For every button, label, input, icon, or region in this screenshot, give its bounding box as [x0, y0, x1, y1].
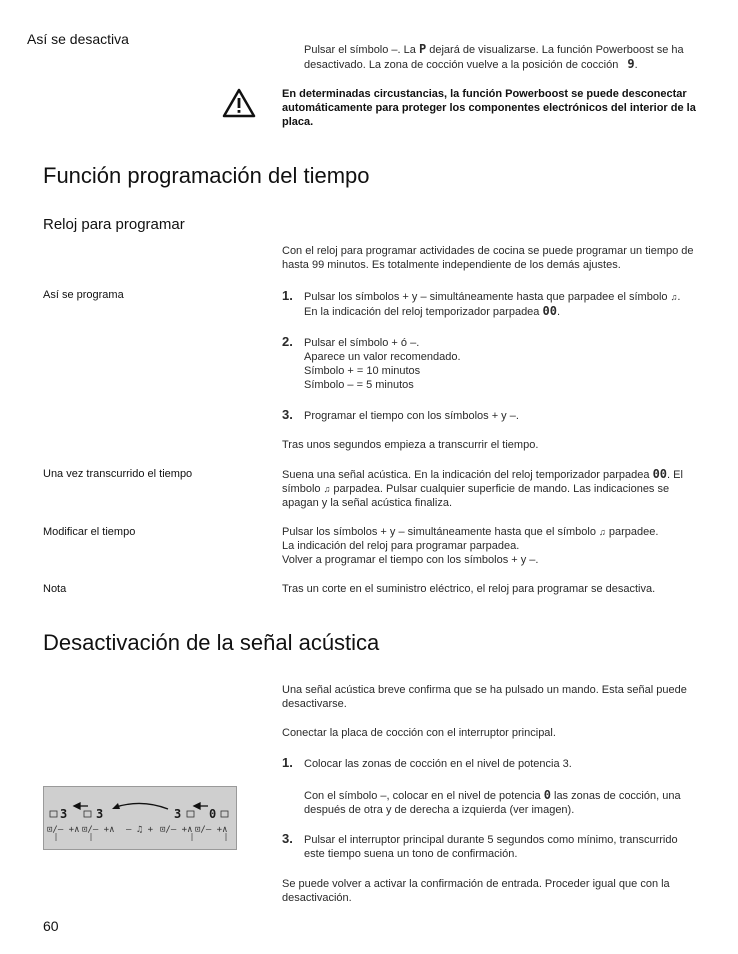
transcurrido-line2b: parpadea. Pulsar cualquier superficie de mando. Las indicaciones se [333, 483, 670, 495]
arrow-left-1 [74, 803, 88, 809]
step1-line1: Pulsar los símbolos + y – simultáneamente hasta que parpadee el símbolo [304, 291, 668, 303]
transcurrido-line2a: símbolo [282, 483, 321, 495]
modificar-line3: Volver a programar el tiempo con los símbolos + y –. [282, 554, 539, 566]
senal-outro: Se puede volver a activar la confirmación de entrada. Proceder igual que con la desactivación. [282, 878, 670, 904]
subsection-title-desactiva: Así se desactiva [27, 31, 129, 47]
powerboost-symbol: P [418, 42, 427, 56]
connect-text: Conectar la placa de cocción con el interruptor principal. [282, 727, 556, 739]
modificar-line2: La indicación del reloj para programar parpadea. [282, 540, 520, 552]
nota-text: Tras un corte en el suministro eléctrico, el reloj para programar se desactiva. [282, 583, 656, 595]
zone-display-4: 0 [209, 807, 217, 821]
zone-display-1: 3 [60, 807, 68, 821]
desactiva-line1: Pulsar el símbolo –. La [304, 44, 416, 56]
zone-control-3: ⊡/– +∧ [160, 825, 193, 835]
zone-display-3: 3 [174, 807, 182, 821]
step-number: 1. [282, 288, 293, 303]
section-title-senal-acustica: Desactivación de la señal acústica [43, 630, 380, 655]
step2-line1: Pulsar el símbolo + ó –. [304, 337, 420, 349]
transcurrido-line1-end: . El [667, 469, 683, 481]
step-number: 3. [282, 407, 293, 422]
label-nota: Nota [43, 583, 67, 595]
step-number: 3. [282, 831, 293, 846]
step3-line1: Programar el tiempo con los símbolos + y –. [304, 410, 519, 422]
timer-display-00: 00 [652, 467, 668, 481]
senal-step2-line2: después de otra y de derecha a izquierda (ver imagen). [304, 804, 575, 816]
step1-line2-end: . [556, 306, 560, 318]
reloj-intro: Con el reloj para programar actividades de cocina se puede programar un tiempo de hasta 99 minutos. Es totalmente independiente de los demás ajustes. [282, 245, 694, 271]
label-modificar: Modificar el tiempo [43, 526, 136, 538]
transcurrido-line3: apagan y la señal acústica finaliza. [282, 497, 452, 509]
warning-text: En determinadas circustancias, la función Powerboost se puede desconectar automáticamente para proteger los componentes electrónicos del interior de la placa. [282, 88, 696, 128]
desactiva-line1b: dejará de visualizarse. La función Powerboost se ha [429, 44, 684, 56]
bell-icon: ♫ [670, 292, 678, 302]
label-transcurrido: Una vez transcurrido el tiempo [43, 468, 193, 480]
transcurrido-paragraph [282, 467, 712, 510]
bell-icon: ♫ [323, 484, 331, 494]
modificar-line1b: parpadee. [608, 526, 659, 538]
senal-step3-line2: este tiempo suena un tono de confirmación. [304, 848, 518, 860]
desactiva-line2: desactivado. La zona de cocción vuelve a la posición de cocción [304, 59, 619, 71]
modificar-line1a: Pulsar los símbolos + y – simultáneamente hasta que el símbolo [282, 526, 596, 538]
label-asi-se-programa: Así se programa [43, 289, 124, 301]
step1-line1-end: . [677, 291, 681, 303]
step2-line4: Símbolo – = 5 minutos [304, 379, 414, 391]
timer-display-00: 00 [542, 304, 557, 318]
warning-icon [222, 88, 256, 118]
arrow-curved [116, 803, 168, 809]
step2-line3: Símbolo + = 10 minutos [304, 365, 421, 377]
transcurrido-line1: Suena una señal acústica. En la indicación del reloj temporizador parpadea [282, 469, 650, 481]
step-number: 2. [282, 334, 293, 349]
senal-step-2 [304, 788, 718, 817]
page-number: 60 [43, 918, 59, 934]
desactiva-paragraph [304, 42, 724, 72]
timer-control: – ♫ + [126, 825, 154, 835]
control-panel-illustration [43, 786, 237, 850]
senal-step1-text: Colocar las zonas de cocción en el nivel de potencia 3. [304, 758, 572, 770]
senal-step2-line1a: Con el símbolo –, colocar en el nivel de potencia [304, 790, 541, 802]
after-steps-text: Tras unos segundos empieza a transcurrir el tiempo. [282, 439, 539, 451]
zone-display-2: 3 [96, 807, 104, 821]
zone-control-1: ⊡/– +∧ [47, 825, 80, 835]
arrow-curved-head [112, 803, 120, 809]
senal-step2-line1b: las zonas de cocción, una [554, 790, 681, 802]
desactiva-line2-end: . [634, 59, 638, 71]
level-9-symbol: 9 [627, 57, 635, 71]
senal-step3-line1: Pulsar el interruptor principal durante 5 segundos como mínimo, transcurrido [304, 834, 678, 846]
senal-intro: Una señal acústica breve confirma que se ha pulsado un mando. Esta señal puede desactivarse. [282, 684, 687, 710]
step1-line2: En la indicación del reloj temporizador parpadea [304, 306, 540, 318]
zone-control-2: ⊡/– +∧ [82, 825, 115, 835]
step-number: 1. [282, 755, 293, 770]
step2-line2: Aparece un valor recomendado. [304, 351, 461, 363]
zone-control-4: ⊡/– +∧ [195, 825, 228, 835]
modificar-paragraph [282, 525, 712, 567]
section-title-programacion: Función programación del tiempo [43, 163, 370, 188]
power-level-0: 0 [543, 788, 551, 802]
bell-icon: ♫ [599, 527, 606, 537]
arrow-left-2 [194, 803, 208, 809]
subsection-title-reloj: Reloj para programar [43, 216, 185, 233]
